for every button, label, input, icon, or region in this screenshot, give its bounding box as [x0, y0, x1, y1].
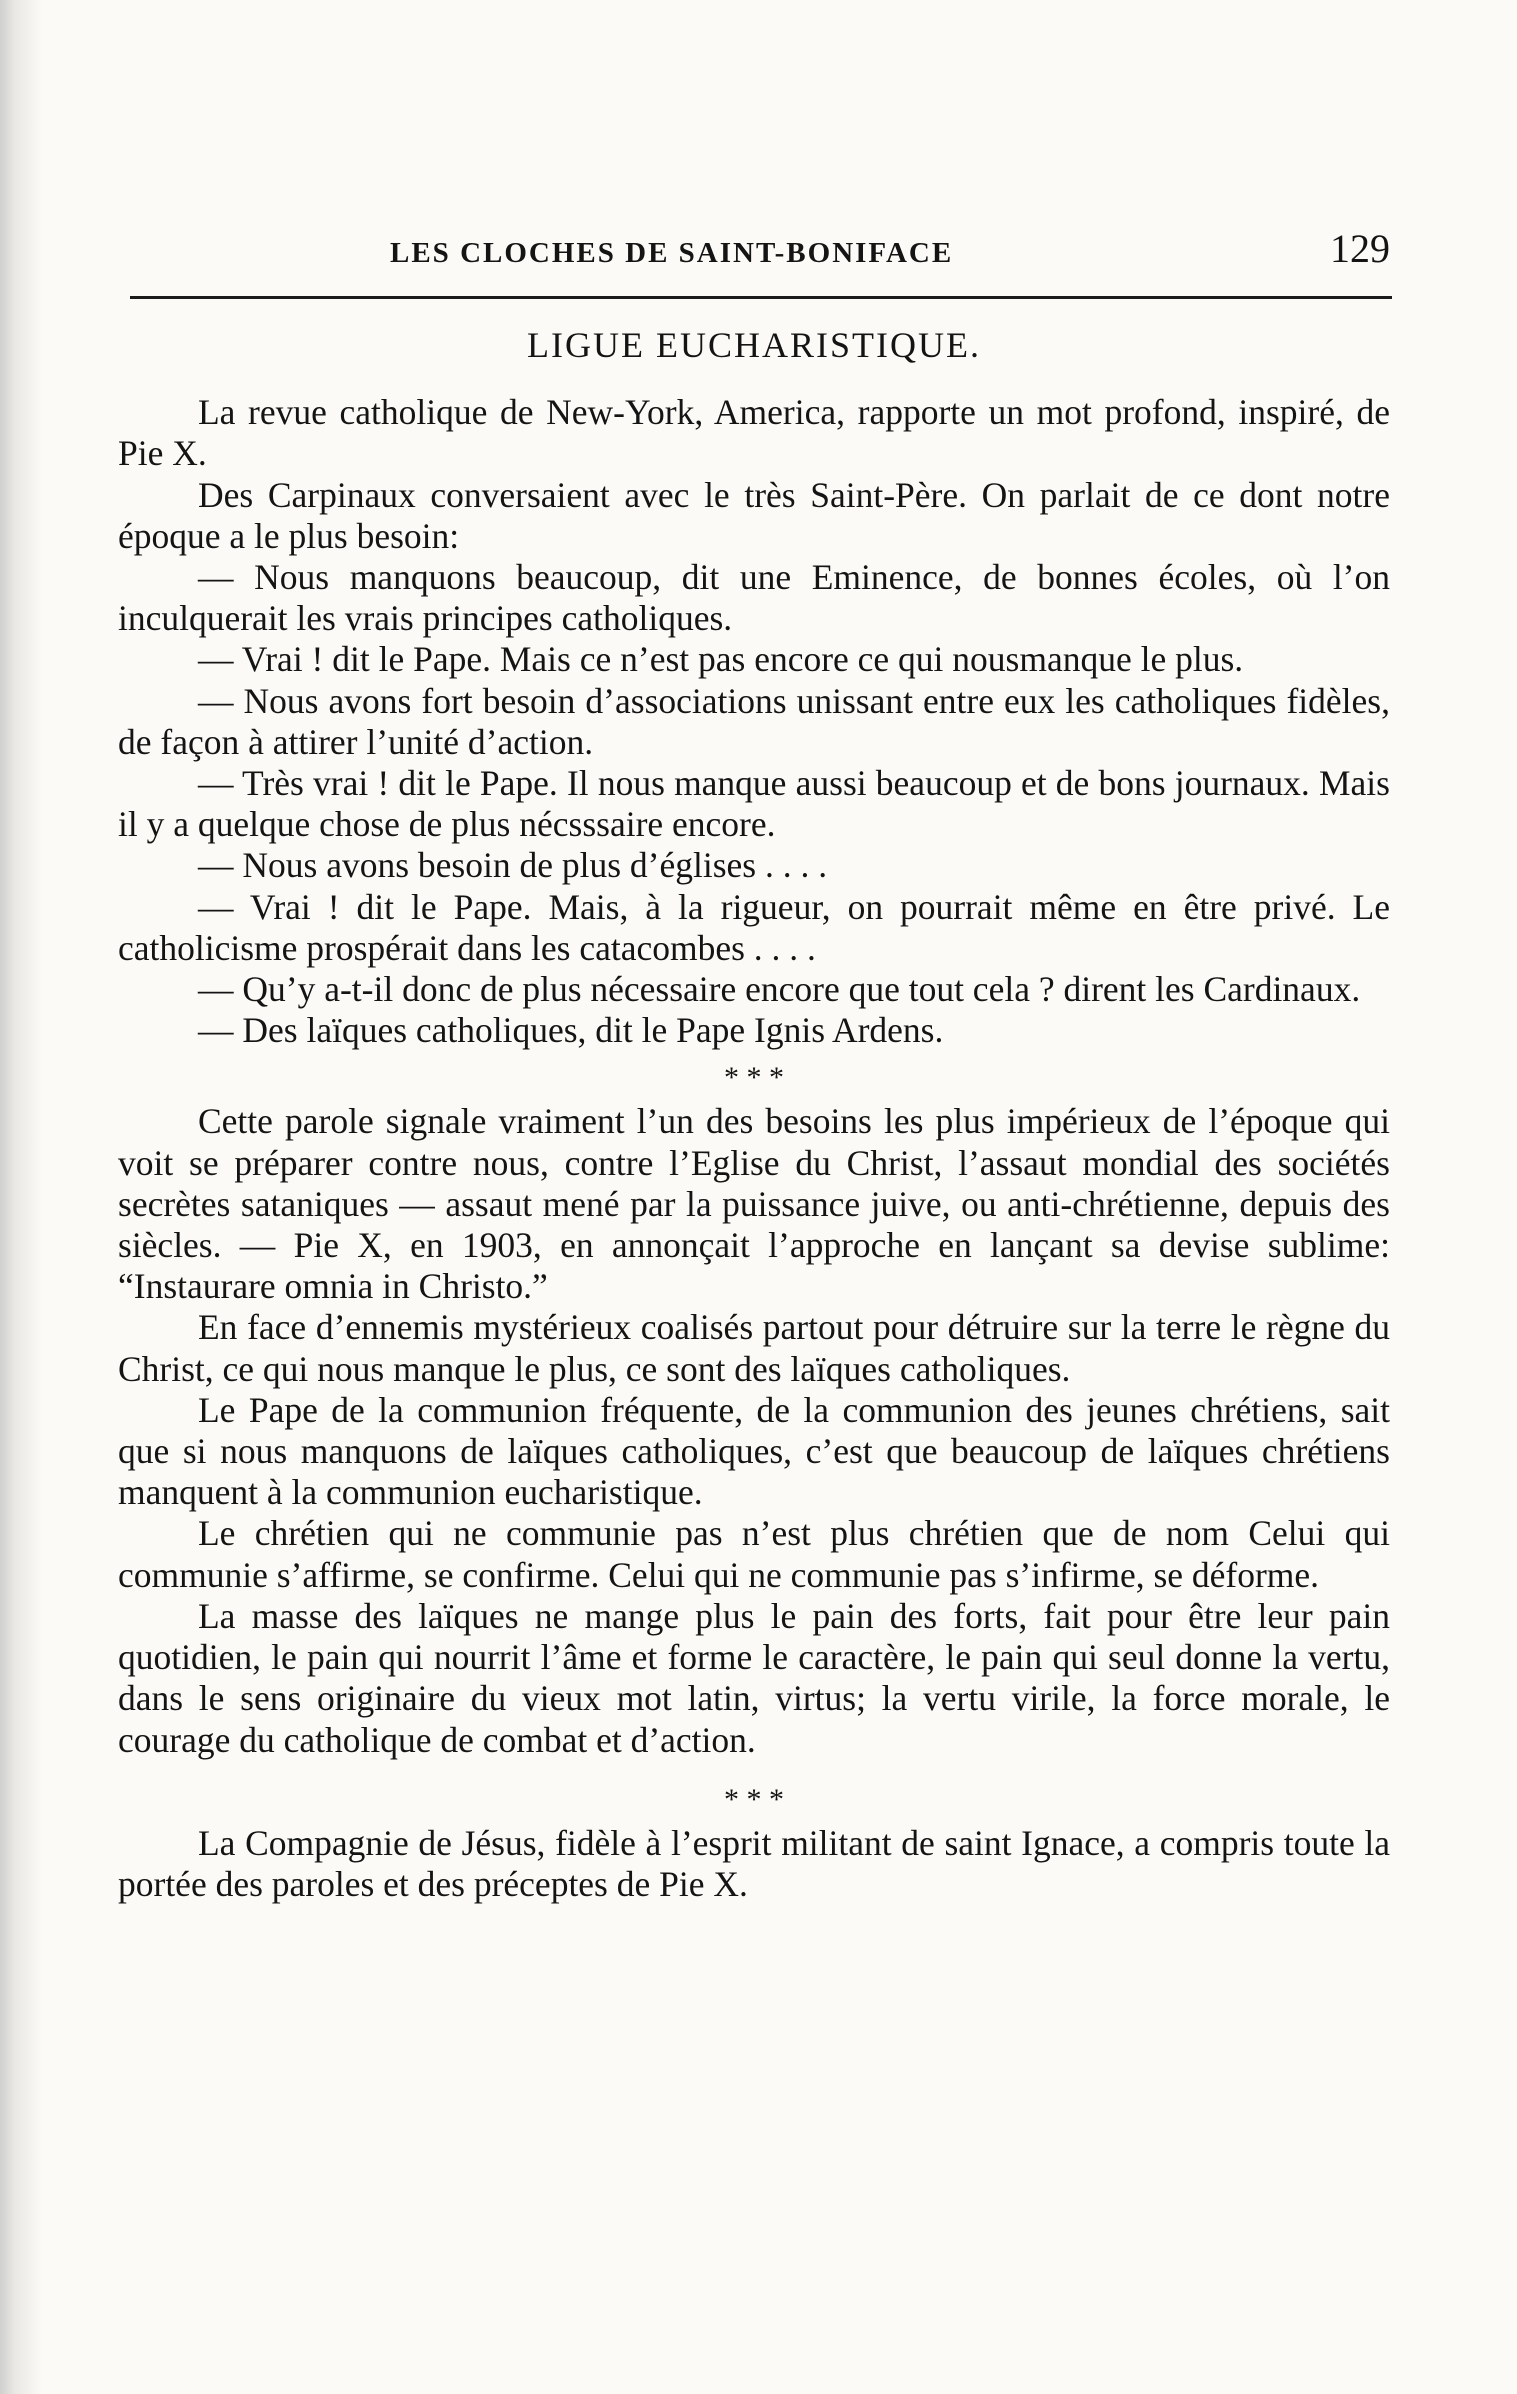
paragraph: En face d’ennemis mystérieux coalisés partout pour détruire sur la terre le règne du Christ, ce qui nous manque le plus, ce sont des laïques catholiques. [118, 1307, 1390, 1389]
dialogue-line: — Des laïques catholiques, dit le Pape Ignis Ardens. [198, 1010, 944, 1051]
paragraph: La Compagnie de Jésus, fidèle à l’esprit militant de saint Ignace, a compris toute la portée des paroles et des préceptes de Pie X. [118, 1822, 1390, 1904]
dialogue-line: — Qu’y a-t-il donc de plus nécessaire encore que tout cela ? dirent les Cardinaux. [198, 969, 1361, 1010]
paragraph: La revue catholique de New-York, America, rapporte un mot profond, inspiré, de Pie X. [118, 392, 1390, 474]
article-body [118, 325, 1390, 1905]
page-edge-shadow [0, 0, 42, 2394]
dialogue-line: — Nous manquons beaucoup, dit une Eminence, de bonnes écoles, où l’on inculquerait les vrais principes catholiques. [118, 557, 1390, 639]
asterism-separator: * * * [724, 1061, 784, 1095]
paragraph: La masse des laïques ne mange plus le pain des forts, fait pour être leur pain quotidien, le pain qui nourrit l’âme et forme le caractère, le pain qui seul donne la vertu, dans le sens originaire du vieux mot latin, virtus; la vertu virile, la force morale, le courage du catholique de combat et d’action. [118, 1595, 1390, 1760]
dialogue-line: — Vrai ! dit le Pape. Mais, à la rigueur, on pourrait même en être privé. Le catholicisme prospérait dans les catacombes . . . . [118, 886, 1390, 968]
running-title: LES CLOCHES DE SAINT-BONIFACE [390, 237, 954, 269]
dialogue-line: — Vrai ! dit le Pape. Mais ce n’est pas encore ce qui nousmanque le plus. [198, 639, 1244, 680]
dialogue-line: — Très vrai ! dit le Pape. Il nous manque aussi beaucoup et de bons journaux. Mais il y a quelque chose de plus nécsssaire encore. [118, 763, 1390, 845]
paragraph: Cette parole signale vraiment l’un des besoins les plus impérieux de l’époque qui voit se préparer contre nous, contre l’Eglise du Christ, l’assaut mondial des sociétés secrètes sataniques — assaut mené par la puissance juive, ou anti-chrétienne, depuis des siècles. — Pie X, en 1903, en annonçait l’approche en lançant sa devise sublime: “Instaurare omnia in Christo.” [118, 1101, 1390, 1307]
article-title: LIGUE EUCHARISTIQUE. [527, 325, 981, 365]
page-header [130, 225, 1390, 285]
page-number: 129 [1330, 226, 1390, 271]
dialogue-line: — Nous avons fort besoin d’associations unissant entre eux les catholiques fidèles, de façon à attirer l’unité d’action. [118, 680, 1390, 762]
paragraph: Le chrétien qui ne communie pas n’est plus chrétien que de nom Celui qui communie s’affirme, se confirme. Celui qui ne communie pas s’infirme, se déforme. [118, 1513, 1390, 1595]
asterism-separator: * * * [724, 1782, 784, 1816]
header-rule [130, 296, 1392, 299]
dialogue-line: — Nous avons besoin de plus d’églises . . . . [198, 845, 828, 886]
paragraph: Des Carpinaux conversaient avec le très Saint-Père. On parlait de ce dont notre époque a le plus besoin: [118, 474, 1390, 556]
paragraph: Le Pape de la communion fréquente, de la communion des jeunes chrétiens, sait que si nous manquons de laïques catholiques, c’est que beaucoup de laïques chrétiens manquent à la communion eucharistique. [118, 1389, 1390, 1513]
